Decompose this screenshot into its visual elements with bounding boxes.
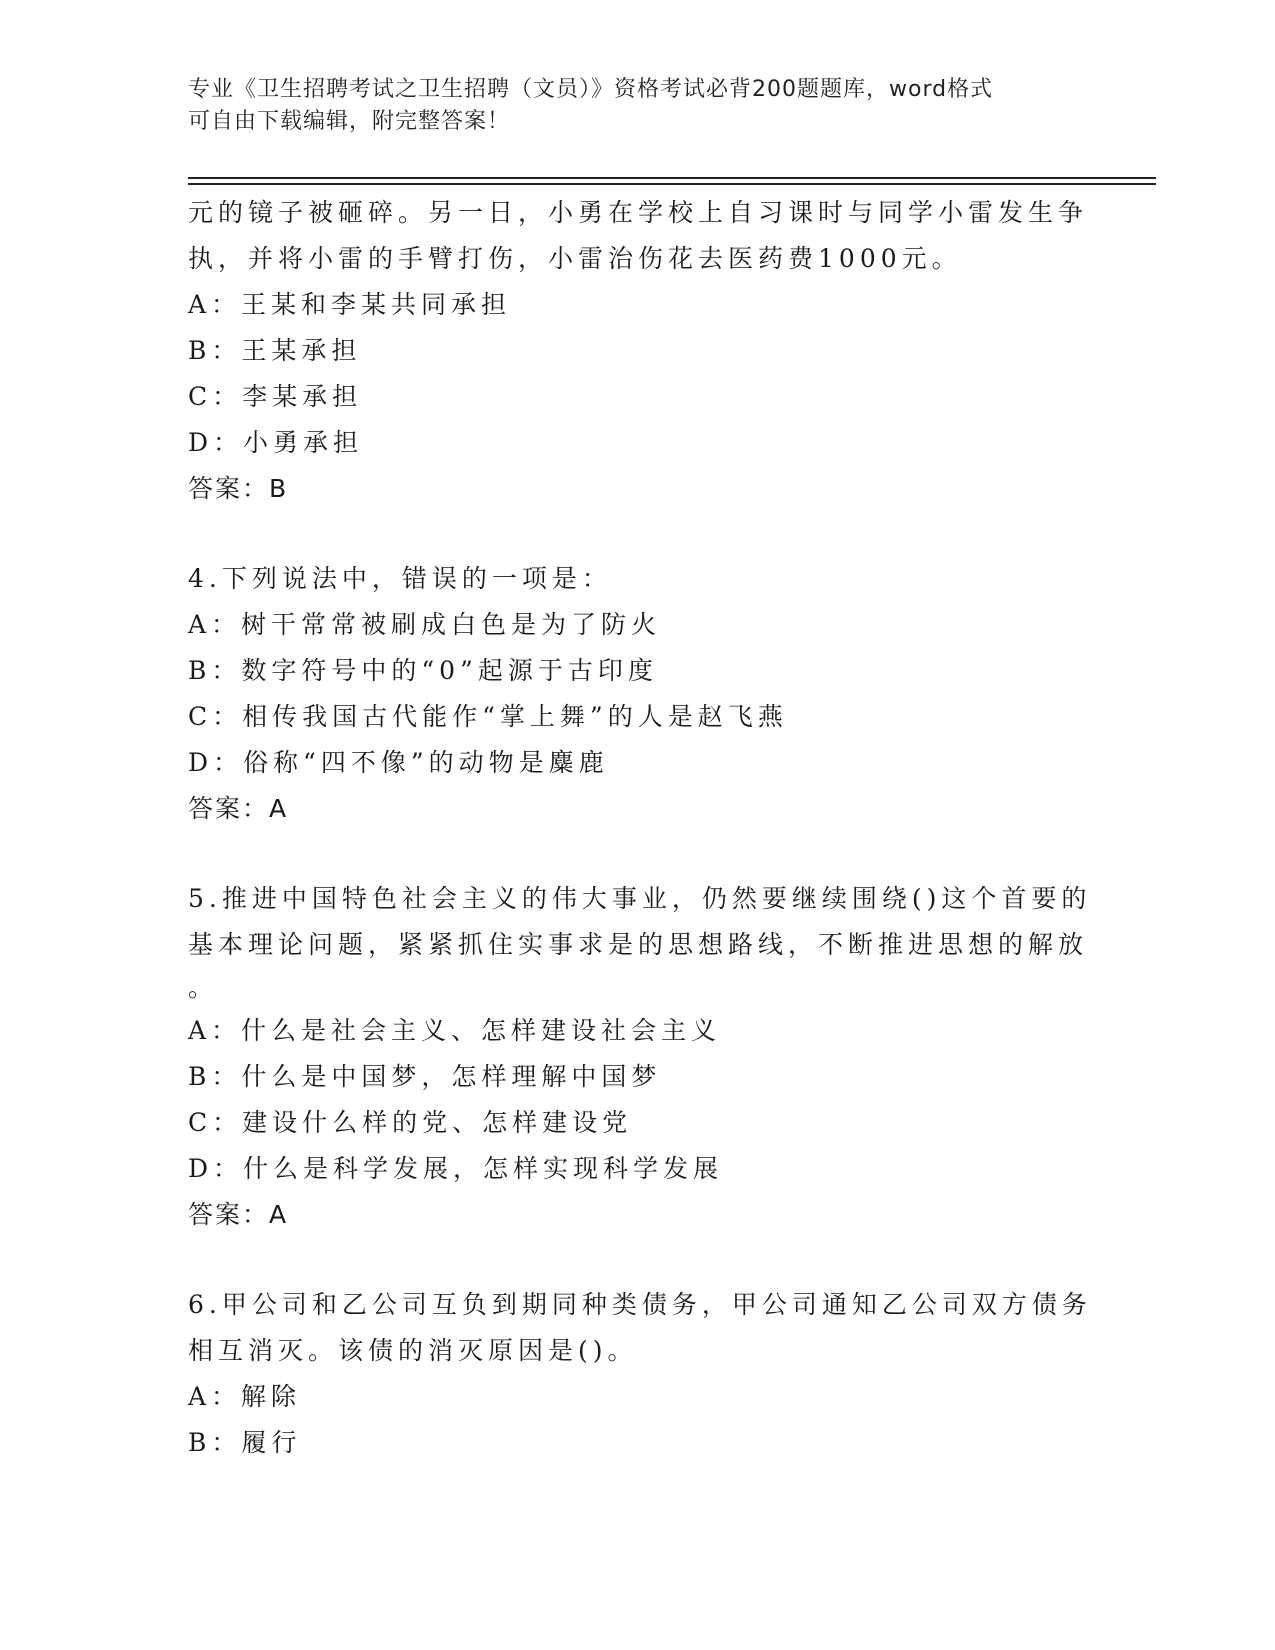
question-5-option-c: C：建设什么样的党、怎样建设党: [188, 1108, 633, 1137]
question-6-text-line-1: 6.甲公司和乙公司互负到期同种类债务，甲公司通知乙公司双方债务: [188, 1290, 1092, 1319]
question-3-text-line-1: 元的镜子被砸碎。另一日，小勇在学校上自习课时与同学小雷发生争: [188, 198, 1089, 227]
question-content: [188, 190, 1092, 1466]
document-header: [188, 74, 1078, 138]
question-5-text-line-3: 。: [188, 973, 219, 1002]
question-6-option-b: B：履行: [188, 1428, 302, 1457]
question-5-text-line-1: 5.推进中国特色社会主义的伟大事业，仍然要继续围绕()这个首要的: [188, 884, 1092, 913]
question-3-option-b: B：王某承担: [188, 336, 362, 365]
question-6-option-a: A：解除: [188, 1382, 302, 1411]
question-3-option-d: D：小勇承担: [188, 428, 364, 457]
question-3-option-a: A：王某和李某共同承担: [188, 290, 512, 319]
question-4-answer: 答案：A: [188, 794, 289, 823]
spacer: [188, 832, 1068, 876]
question-4-option-d: D：俗称“四不像”的动物是麋鹿: [188, 748, 609, 777]
question-4: [188, 556, 1068, 832]
question-5-option-b: B：什么是中国梦，怎样理解中国梦: [188, 1062, 662, 1091]
question-4-option-c: C：相传我国古代能作“掌上舞”的人是赵飞燕: [188, 702, 788, 731]
question-3-text-line-2: 执，并将小雷的手臂打伤，小雷治伤花去医药费1000元。: [188, 244, 962, 273]
question-5-answer: 答案：A: [188, 1200, 289, 1229]
question-5-option-a: A：什么是社会主义、怎样建设社会主义: [188, 1016, 722, 1045]
question-5: [188, 876, 1092, 1238]
header-title-line-1: 专业《卫生招聘考试之卫生招聘（文员）》资格考试必背200题题库，word格式: [188, 77, 994, 102]
question-5-text-line-2: 基本理论问题，紧紧抓住实事求是的思想路线，不断推进思想的解放: [188, 930, 1089, 959]
question-4-option-a: A：树干常常被刷成白色是为了防火: [188, 610, 662, 639]
question-6-text-line-2: 相互消灭。该债的消灭原因是()。: [188, 1336, 638, 1365]
question-3-answer: 答案：B: [188, 474, 289, 503]
question-6: [188, 1282, 1092, 1466]
spacer: [188, 512, 1068, 556]
question-4-text-line-1: 4.下列说法中，错误的一项是：: [188, 564, 612, 593]
header-rule-bottom: [188, 183, 1156, 185]
header-rule-top: [188, 177, 1156, 179]
header-title-line-2: 可自由下载编辑，附完整答案！: [188, 109, 511, 134]
question-5-option-d: D：什么是科学发展，怎样实现科学发展: [188, 1154, 724, 1183]
spacer: [188, 1238, 1068, 1282]
question-3: [188, 190, 1089, 512]
question-4-option-b: B：数字符号中的“0”起源于古印度: [188, 656, 658, 685]
question-3-option-c: C：李某承担: [188, 382, 363, 411]
